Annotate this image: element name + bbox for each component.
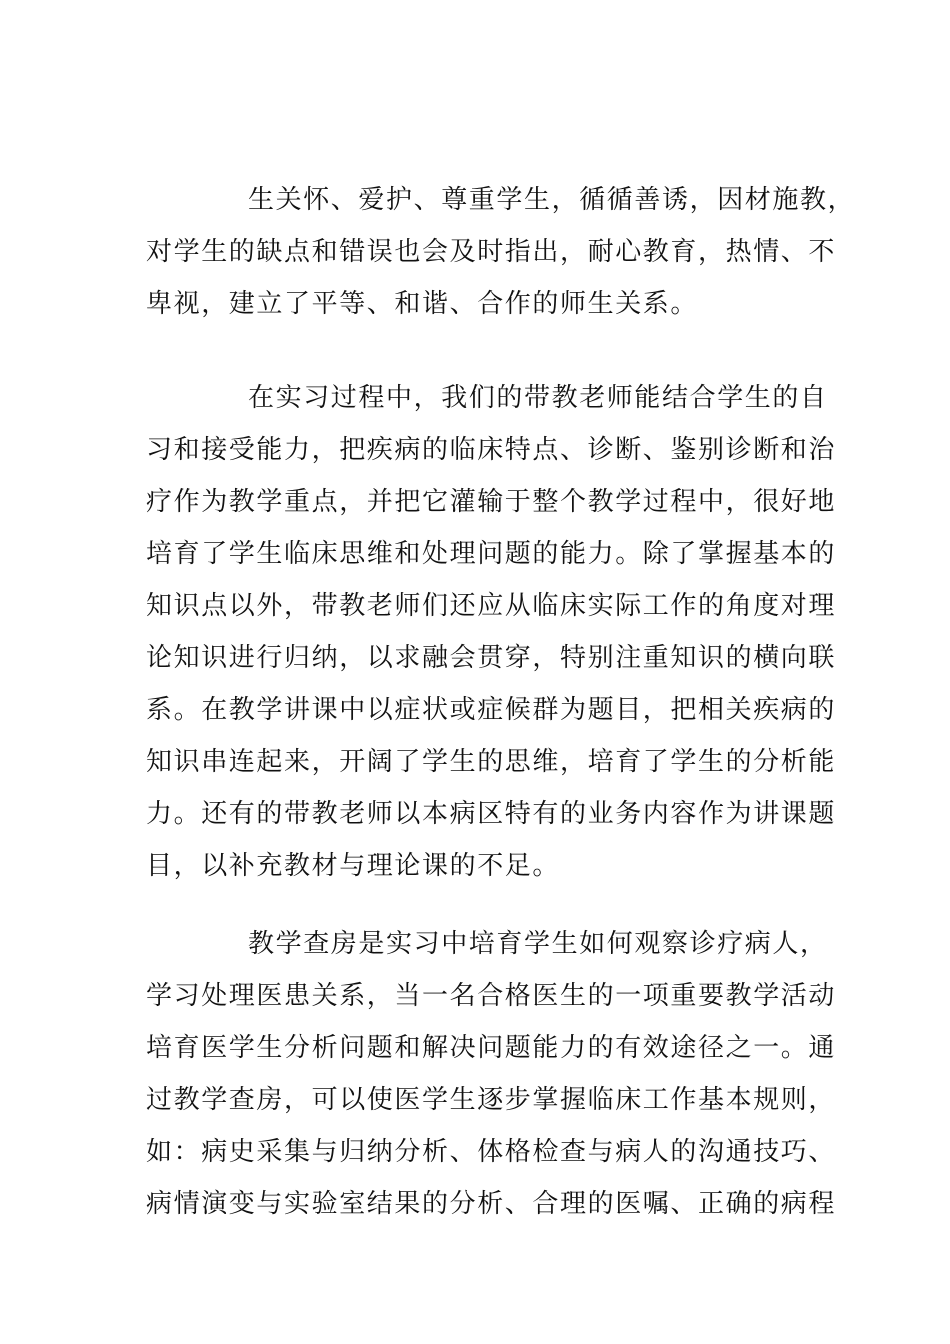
paragraph-line: 生关怀、爱护、尊重学生，循循善诱，因材施教，	[248, 185, 856, 215]
paragraph-teacher-care	[146, 174, 856, 330]
paragraph-line: 知识点以外，带教老师们还应从临床实际工作的角度对理	[146, 591, 837, 621]
paragraph-line: 习和接受能力，把疾病的临床特点、诊断、鉴别诊断和治	[146, 435, 837, 465]
paragraph-line: 卑视，建立了平等、和谐、合作的师生关系。	[146, 289, 699, 319]
paragraph-line: 病情演变与实验室结果的分析、合理的医嘱、正确的病程	[146, 1189, 837, 1219]
paragraph-line: 学习处理医患关系，当一名合格医生的一项重要教学活动	[146, 981, 837, 1011]
paragraph-line: 目，以补充教材与理论课的不足。	[146, 851, 561, 881]
paragraph-line: 培育了学生临床思维和处理问题的能力。除了掌握基本的	[146, 539, 837, 569]
paragraph-line: 培育医学生分析问题和解决问题能力的有效途径之一。通	[146, 1033, 837, 1063]
paragraph-teaching-rounds	[146, 918, 837, 1230]
paragraph-line: 疗作为教学重点，并把它灌输于整个教学过程中，很好地	[146, 487, 837, 517]
paragraph-line: 过教学查房，可以使医学生逐步掌握临床工作基本规则，	[146, 1085, 837, 1115]
paragraph-line: 如：病史采集与归纳分析、体格检查与病人的沟通技巧、	[146, 1137, 837, 1167]
paragraph-line: 教学查房是实习中培育学生如何观察诊疗病人，	[248, 929, 828, 959]
paragraph-internship-teaching	[146, 372, 837, 892]
paragraph-line: 在实习过程中，我们的带教老师能结合学生的自	[248, 383, 828, 413]
paragraph-line: 力。还有的带教老师以本病区特有的业务内容作为讲课题	[146, 799, 837, 829]
paragraph-line: 对学生的缺点和错误也会及时指出，耐心教育，热情、不	[146, 237, 837, 267]
paragraph-line: 知识串连起来，开阔了学生的思维，培育了学生的分析能	[146, 747, 837, 777]
paragraph-line: 论知识进行归纳，以求融会贯穿，特别注重知识的横向联	[146, 643, 837, 673]
paragraph-line: 系。在教学讲课中以症状或症候群为题目，把相关疾病的	[146, 695, 837, 725]
